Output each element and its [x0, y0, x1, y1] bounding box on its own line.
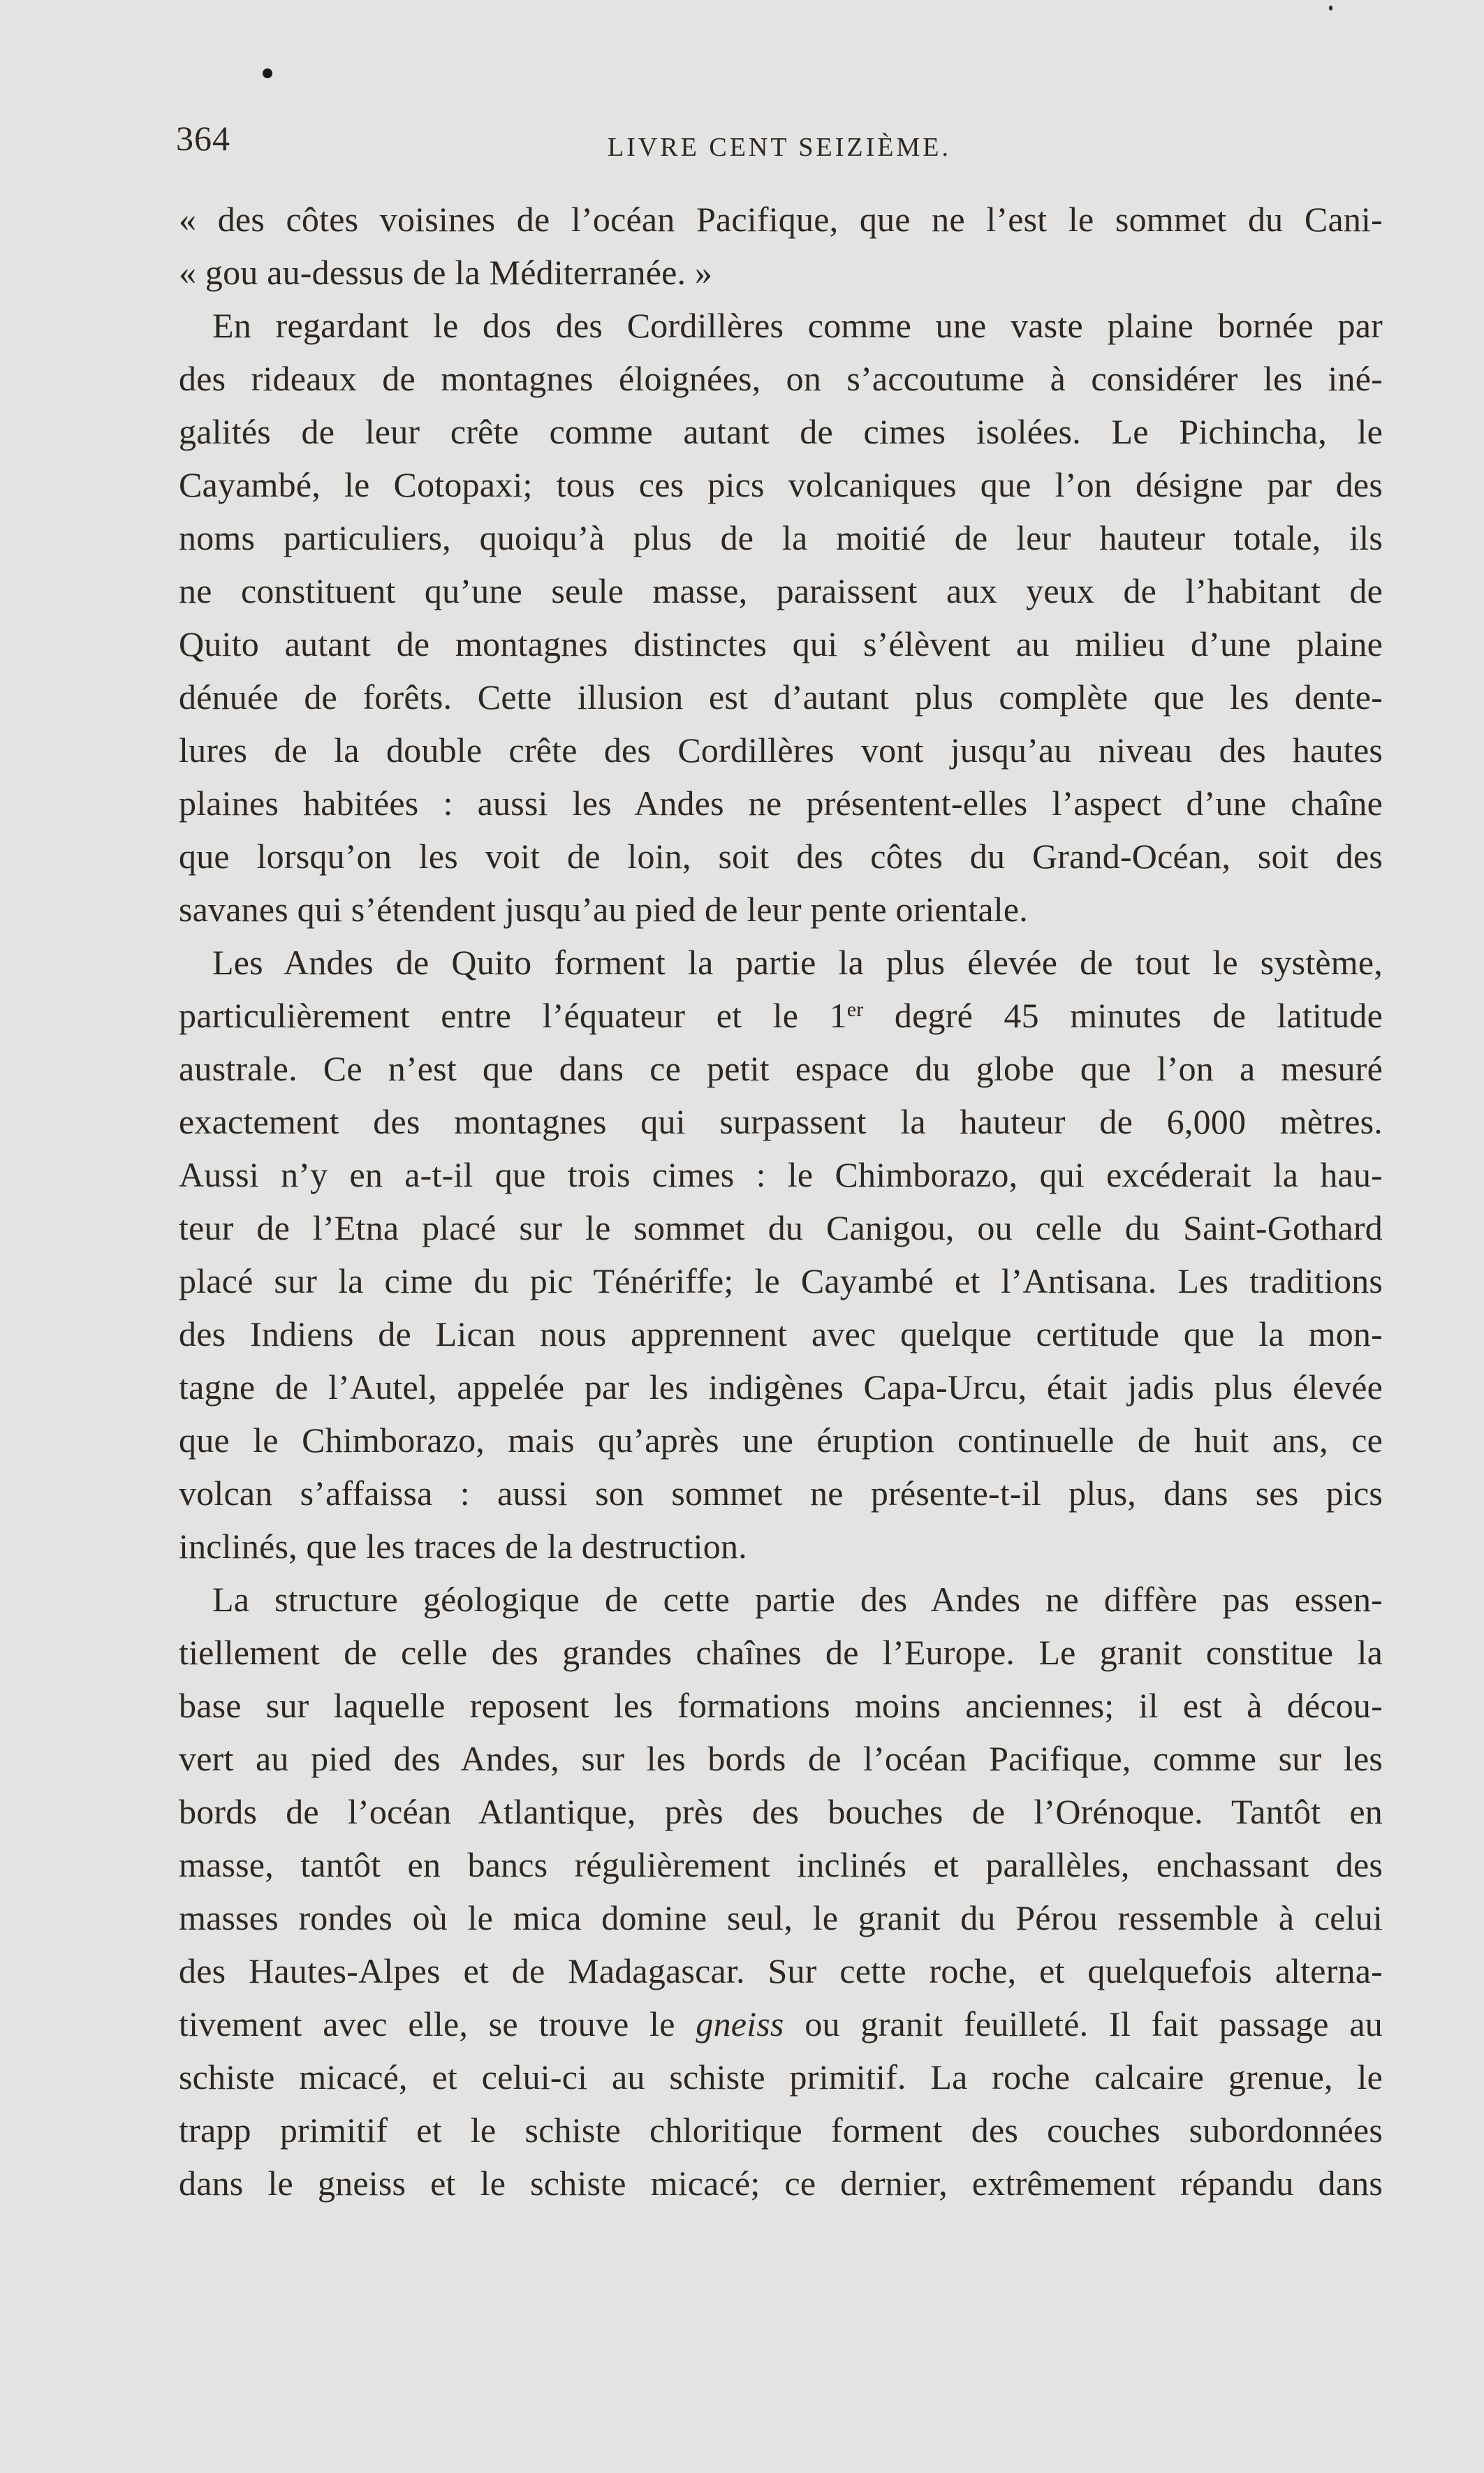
text-line: « des côtes voisines de l’océan Pacifique, que ne l’est le sommet du Cani-: [179, 200, 1383, 239]
text-line: Les Andes de Quito forment la partie la plus élevée de tout le système,: [212, 943, 1383, 982]
text-line: Cayambé, le Cotopaxi; tous ces pics volcaniques que l’on désigne par des: [179, 465, 1383, 504]
text-line: tagne de l’Autel, appelée par les indigènes Capa-Urcu, était jadis plus élevée: [179, 1367, 1383, 1407]
page-number: 364: [176, 119, 230, 158]
text-line: savanes qui s’étendent jusqu’au pied de leur pente orientale.: [179, 890, 1028, 929]
text-span: particulièrement entre l’équateur et le 1: [179, 996, 847, 1035]
body-text: [179, 193, 1383, 2210]
italic-term: gneiss: [696, 2004, 784, 2043]
text-line: des Indiens de Lican nous apprennent avec quelque certitude que la mon-: [179, 1314, 1383, 1353]
text-line: En regardant le dos des Cordillères comme une vaste plaine bornée par: [212, 306, 1383, 345]
text-line: que le Chimborazo, mais qu’après une éruption continuelle de huit ans, ce: [179, 1421, 1383, 1460]
text-span: tivement avec elle, se trouve le: [179, 2004, 696, 2043]
running-head: LIVRE CENT SEIZIÈME.: [608, 133, 951, 162]
text-line: Quito autant de montagnes distinctes qui s’élèvent au milieu d’une plaine: [179, 624, 1383, 663]
text-line: La structure géologique de cette partie des Andes ne diffère pas essen-: [212, 1580, 1383, 1619]
text-line: base sur laquelle reposent les formations moins anciennes; il est à décou-: [179, 1686, 1383, 1725]
text-line: lures de la double crête des Cordillères vont jusqu’au niveau des hautes: [179, 731, 1383, 770]
text-line: Aussi n’y en a-t-il que trois cimes : le Chimborazo, qui excéderait la hau-: [179, 1155, 1383, 1194]
text-line: masses rondes où le mica domine seul, le granit du Pérou ressemble à celui: [179, 1898, 1383, 1937]
text-line: plaines habitées : aussi les Andes ne présentent-elles l’aspect d’une chaîne: [179, 784, 1383, 823]
text-line: vert au pied des Andes, sur les bords de l’océan Pacifique, comme sur les: [179, 1739, 1383, 1778]
text-line: bords de l’océan Atlantique, près des bouches de l’Orénoque. Tantôt en: [179, 1792, 1383, 1831]
text-line: des Hautes-Alpes et de Madagascar. Sur cette roche, et quelquefois alterna-: [179, 1951, 1383, 1990]
text-line: ne constituent qu’une seule masse, paraissent aux yeux de l’habitant de: [179, 571, 1383, 610]
text-line: tiellement de celle des grandes chaînes de l’Europe. Le granit constitue la: [179, 1633, 1383, 1672]
text-line: volcan s’affaissa : aussi son sommet ne présente-t-il plus, dans ses pics: [179, 1474, 1383, 1513]
text-line: dénuée de forêts. Cette illusion est d’autant plus complète que les dente-: [179, 677, 1383, 717]
text-line: placé sur la cime du pic Ténériffe; le Cayambé et l’Antisana. Les traditions: [179, 1261, 1383, 1300]
text-line: [179, 989, 1383, 1042]
text-line: exactement des montagnes qui surpassent la hauteur de 6,000 mètres.: [179, 1102, 1383, 1141]
text-line: teur de l’Etna placé sur le sommet du Canigou, ou celle du Saint-Gothard: [179, 1208, 1383, 1247]
text-line: dans le gneiss et le schiste micacé; ce dernier, extrêmement répandu dans: [179, 2164, 1383, 2203]
ink-speck: [263, 68, 272, 78]
text-line: des rideaux de montagnes éloignées, on s’accoutume à considérer les iné-: [179, 359, 1383, 398]
text-line: [179, 1997, 1383, 2050]
text-line: australe. Ce n’est que dans ce petit espace du globe que l’on a mesuré: [179, 1049, 1383, 1088]
text-span: ou granit feuilleté. Il fait passage au: [784, 2004, 1383, 2043]
text-line: schiste micacé, et celui-ci au schiste primitif. La roche calcaire grenue, le: [179, 2057, 1383, 2097]
text-line: galités de leur crête comme autant de cimes isolées. Le Pichincha, le: [179, 412, 1383, 451]
text-line: que lorsqu’on les voit de loin, soit des côtes du Grand-Océan, soit des: [179, 837, 1383, 876]
text-line: inclinés, que les traces de la destruction.: [179, 1527, 747, 1566]
text-line: masse, tantôt en bancs régulièrement inclinés et parallèles, enchassant des: [179, 1845, 1383, 1884]
text-span: degré 45 minutes de latitude: [863, 996, 1383, 1035]
text-line: noms particuliers, quoiqu’à plus de la moitié de leur hauteur totale, ils: [179, 518, 1383, 557]
text-line: trapp primitif et le schiste chloritique forment des couches subordonnées: [179, 2111, 1383, 2150]
text-line: « gou au-dessus de la Méditerranée. »: [179, 253, 713, 292]
ink-speck: [1329, 6, 1332, 10]
ordinal-superscript: er: [846, 998, 864, 1021]
